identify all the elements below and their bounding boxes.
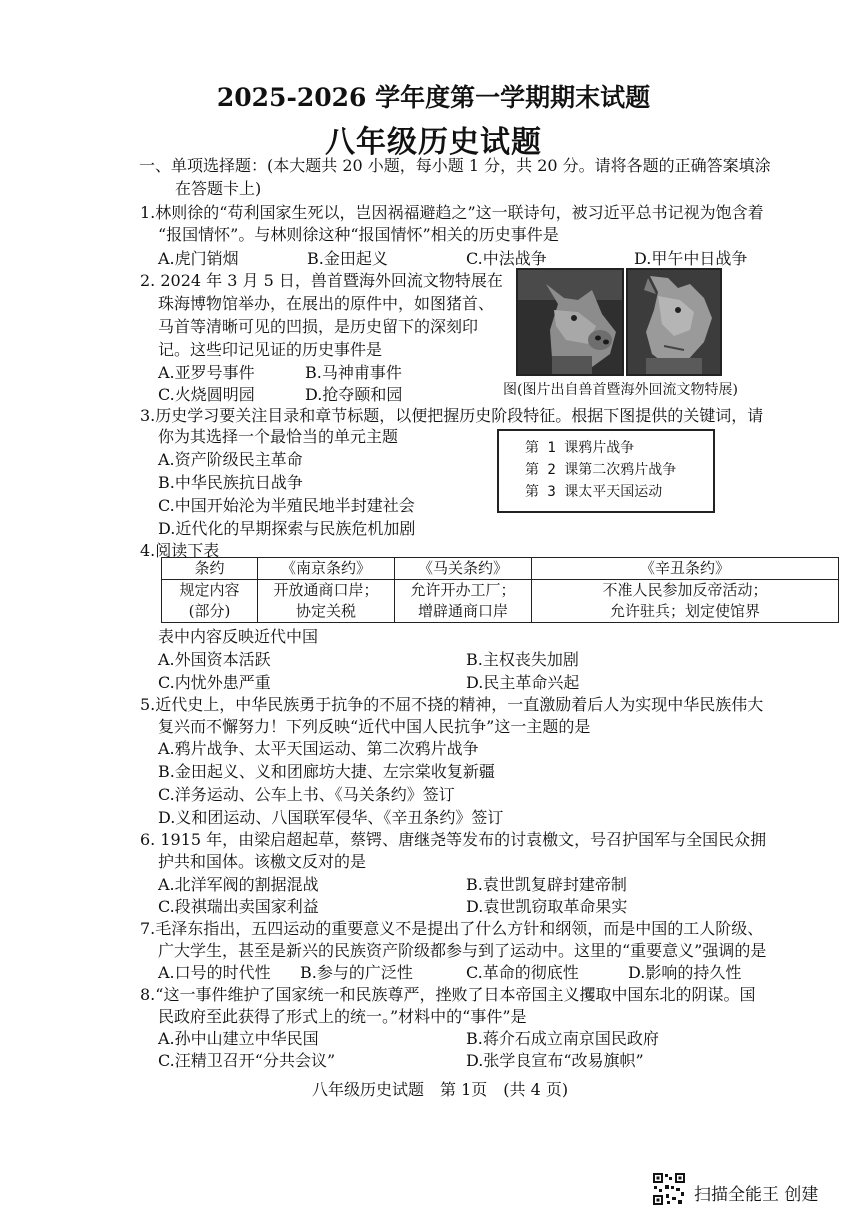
cell-line: 允许驻兵；划定使馆界 — [609, 602, 760, 620]
q1-option-b: B.金田起义 — [307, 249, 388, 268]
cell-line: 允许开办工厂； — [410, 581, 516, 599]
exam-year-title: 2025-2026 学年度第一学期期末试题 — [216, 83, 651, 112]
table-header-cell: 条约 — [162, 558, 258, 580]
table-header-cell: 《辛丑条约》 — [532, 558, 839, 580]
q7-option-d: D.影响的持久性 — [628, 963, 742, 982]
q4-after-table: 表中内容反映近代中国 — [158, 627, 319, 646]
q8-stem-cont: 民政府至此获得了形式上的统一。”材料中的“事件”是 — [158, 1007, 527, 1026]
q2-option-d: D.抢夺颐和园 — [305, 385, 403, 404]
q7-option-c: C.革命的彻底性 — [466, 963, 579, 982]
scanner-watermark: 扫描全能王 创建 — [694, 1185, 819, 1205]
table-row-label — [162, 580, 258, 623]
table-header-cell: 《南京条约》 — [258, 558, 395, 580]
table-row — [162, 580, 839, 623]
q2-stem-l4: 记。这些印记见证的历史事件是 — [158, 340, 383, 359]
q4-option-d: D.民主革命兴起 — [466, 673, 580, 692]
q1-option-c: C.中法战争 — [466, 249, 547, 268]
horse-head-image — [628, 270, 720, 374]
cell-line: 协定关税 — [295, 602, 356, 620]
q4-option-c: C.内忧外患严重 — [158, 673, 271, 692]
q4-option-b: B.主权丧失加剧 — [466, 650, 579, 669]
q3-option-d: D.近代化的早期探索与民族危机加剧 — [158, 519, 416, 538]
chapter-keyword-box — [497, 429, 715, 513]
section-heading: 一、单项选择题：(本大题共 20 小题，每小题 1 分，共 20 分。请将各题的正确答案填涂 — [139, 156, 771, 175]
q7-option-b: B.参与的广泛性 — [300, 963, 413, 982]
q6-option-d: D.袁世凯窃取革命果实 — [466, 897, 628, 916]
chapter-line-1: 第 1 课鸦片战争 — [525, 440, 635, 456]
q7-stem: 7.毛泽东指出，五四运动的重要意义不是提出了什么方针和纲领，而是中国的工人阶级、 — [140, 919, 764, 938]
q1-option-d: D.甲午中日战争 — [634, 249, 748, 268]
q1-option-a: A.虎门销烟 — [158, 249, 239, 268]
q3-stem-cont: 你为其选择一个最恰当的单元主题 — [158, 427, 399, 446]
page-footer: 八年级历史试题 第 1页 (共 4 页) — [312, 1080, 569, 1099]
q3-stem: 3.历史学习要关注目录和章节标题，以便把握历史阶段特征。根据下图提供的关键词，请 — [140, 406, 764, 425]
pig-head-image — [518, 270, 622, 374]
cell-line: 开放通商口岸； — [273, 581, 379, 599]
pig-head-photo — [516, 268, 624, 376]
q5-option-a: A.鸦片战争、太平天国运动、第二次鸦片战争 — [158, 739, 479, 758]
q8-option-d: D.张学良宣布“改易旗帜” — [466, 1051, 644, 1070]
section-heading-cont: 在答题卡上) — [175, 179, 262, 198]
chapter-line-3: 第 3 课太平天国运动 — [525, 484, 663, 500]
cell-line: 不准人民参加反帝活动； — [602, 581, 768, 599]
q5-option-c: C.洋务运动、公车上书、《马关条约》签订 — [158, 785, 455, 804]
table-cell — [532, 580, 839, 623]
qr-code-icon — [652, 1172, 686, 1206]
q8-option-a: A.孙中山建立中华民国 — [158, 1029, 319, 1048]
table-cell — [258, 580, 395, 623]
q4-option-a: A.外国资本活跃 — [158, 650, 271, 669]
table-header-row — [162, 558, 839, 580]
q8-option-c: C.汪精卫召开“分共会议” — [158, 1051, 336, 1070]
row-label-line2: (部分) — [188, 602, 231, 620]
q1-stem-cont: “报国情怀”。与林则徐这种“报国情怀”相关的历史事件是 — [158, 225, 559, 244]
table-cell — [395, 580, 532, 623]
q6-stem: 6. 1915 年，由梁启超起草，蔡锷、唐继尧等发布的讨袁檄文，号召护国军与全国民众拥 — [140, 830, 767, 849]
q3-option-a: A.资产阶级民主革命 — [158, 450, 303, 469]
q2-option-c: C.火烧圆明园 — [158, 385, 255, 404]
q2-option-a: A.亚罗号事件 — [158, 363, 255, 382]
cell-line: 增辟通商口岸 — [417, 602, 508, 620]
q2-image-caption: 图(图片出自兽首暨海外回流文物特展) — [503, 382, 738, 398]
q7-option-a: A.口号的时代性 — [158, 963, 271, 982]
q8-option-b: B.蒋介石成立南京国民政府 — [466, 1029, 659, 1048]
q7-stem-cont: 广大学生，甚至是新兴的民族资产阶级都参与到了运动中。这里的“重要意义”强调的是 — [158, 941, 767, 960]
q2-stem: 2. 2024 年 3 月 5 日，兽首暨海外回流文物特展在 — [140, 271, 503, 290]
q5-option-b: B.金田起义、义和团廊坊大捷、左宗棠收复新疆 — [158, 762, 495, 781]
table-header-cell: 《马关条约》 — [395, 558, 532, 580]
q5-stem-cont: 复兴而不懈努力！下列反映“近代中国人民抗争”这一主题的是 — [158, 717, 591, 736]
q4-stem: 4.阅读下表 — [140, 541, 220, 560]
q8-stem: 8.“这一事件维护了国家统一和民族尊严，挫败了日本帝国主义攫取中国东北的阴谋。国 — [140, 985, 756, 1004]
q3-option-b: B.中华民族抗日战争 — [158, 473, 303, 492]
treaty-table — [161, 557, 839, 623]
q6-option-c: C.段祺瑞出卖国家利益 — [158, 897, 319, 916]
q2-stem-l2: 珠海博物馆举办，在展出的原件中，如图猪首、 — [158, 294, 495, 313]
q5-stem: 5.近代史上，中华民族勇于抗争的不屈不挠的精神，一直激励着后人为实现中华民族伟大 — [140, 695, 764, 714]
chapter-line-2: 第 2 课第二次鸦片战争 — [525, 462, 677, 478]
q6-stem-cont: 护共和国体。该檄文反对的是 — [158, 852, 367, 871]
q6-option-b: B.袁世凯复辟封建帝制 — [466, 875, 627, 894]
exam-subject-title: 八年级历史试题 — [325, 125, 542, 160]
q3-option-c: C.中国开始沦为半殖民地半封建社会 — [158, 496, 415, 515]
qr-code-graphic — [652, 1172, 686, 1206]
q2-option-b: B.马神甫事件 — [305, 363, 402, 382]
row-label-line1: 规定内容 — [179, 581, 240, 599]
q5-option-d: D.义和团运动、八国联军侵华、《辛丑条约》签订 — [158, 808, 504, 827]
q1-stem: 1.林则徐的“苟利国家生死以，岂因祸福避趋之”这一联诗句，被习近平总书记视为饱含着 — [140, 203, 764, 222]
q6-option-a: A.北洋军阀的割据混战 — [158, 875, 319, 894]
horse-head-photo — [626, 268, 722, 376]
q2-stem-l3: 马首等清晰可见的凹损，是历史留下的深刻印 — [158, 317, 479, 336]
